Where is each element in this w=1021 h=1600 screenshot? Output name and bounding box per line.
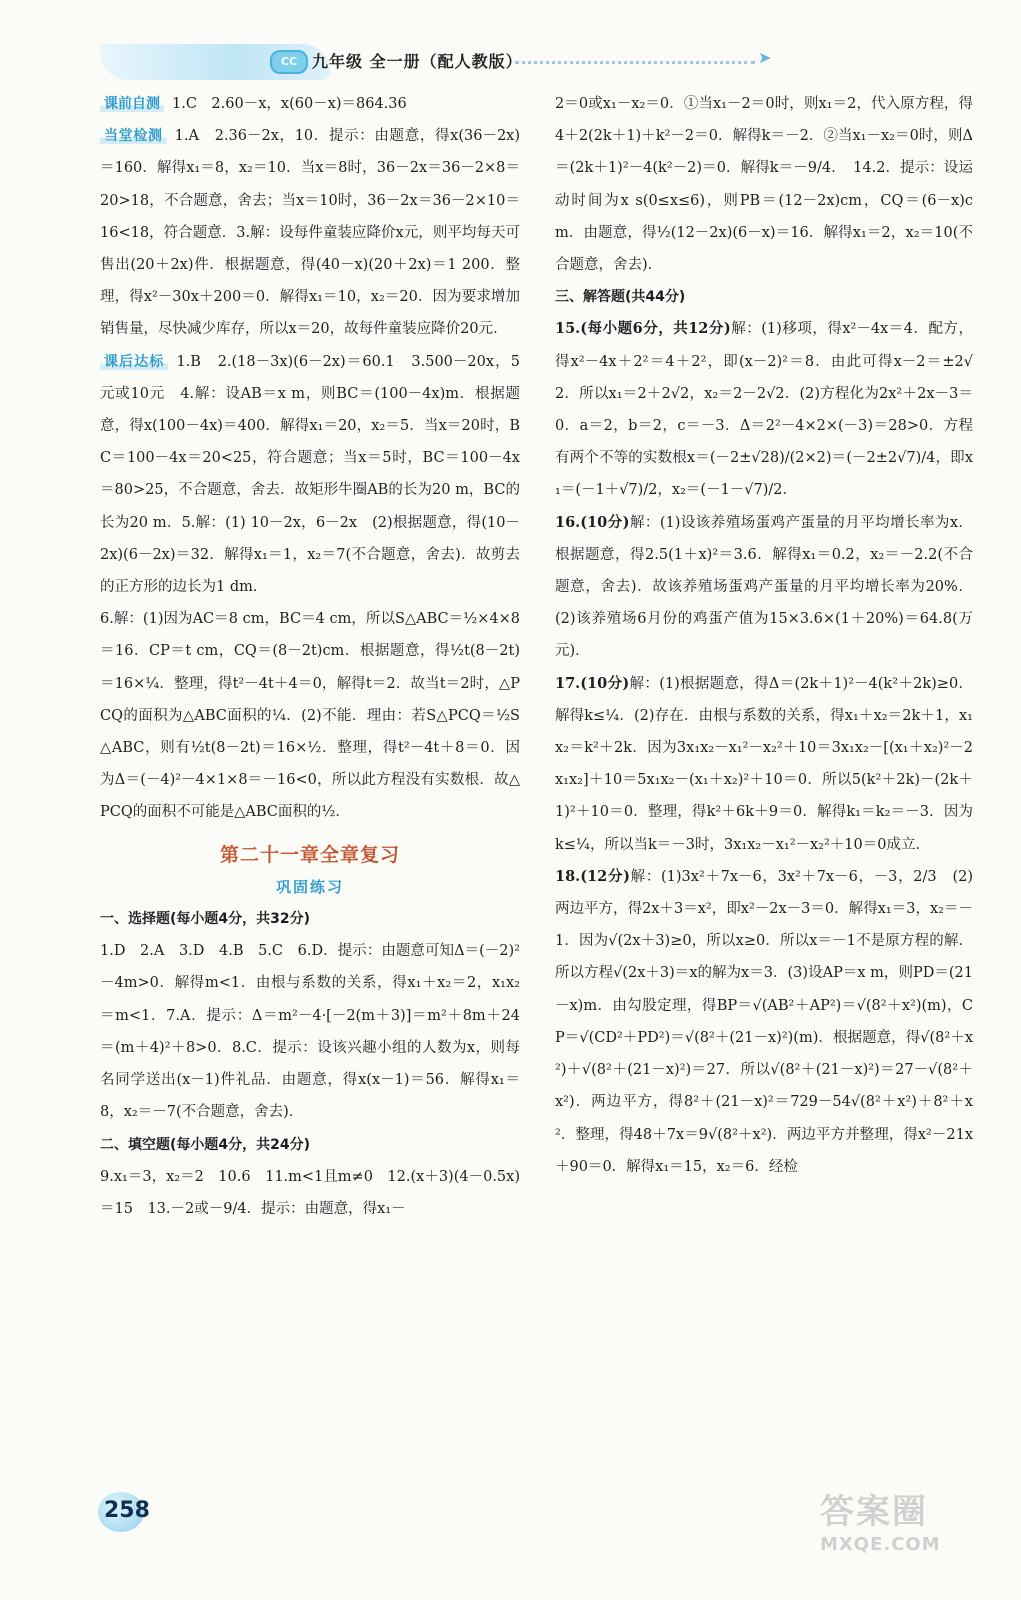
section-tag-classcheck: 当堂检测 (100, 128, 167, 144)
question-17-label: 17.(10分) (555, 674, 630, 692)
section-tag-afterclass: 课后达标 (100, 354, 168, 370)
question-18-label: 18.(12分) (555, 867, 630, 885)
paragraph-classcheck (100, 120, 520, 345)
book-title: 九年级 全一册（配人教版） (312, 52, 523, 71)
paragraph-question6: 6.解：(1)因为AC＝8 cm，BC＝4 cm，所以S△ABC＝½×4×8＝16．CP＝t cm，CQ＝(8－2t)cm．根据题意，得½t(8－2t)＝16×¼．整理，得t²－4t＋4＝0，解得t＝2．故当t＝2时，△PCQ的面积为△ABC面积的¼．(2)不能．理由：若S△PCQ＝½S△ABC，则有½t(8－2t)＝16×½．整理，得t²－4t＋8＝0．因为Δ＝(－4)²－4×1×8＝－16<0，所以此方程没有实数根．故△PCQ的面积不可能是△ABC面积的½． (100, 611, 520, 821)
question-16-label: 16.(10分) (555, 513, 630, 531)
right-column (555, 88, 973, 1183)
question-15-label: 15.(每小题6分，共12分) (555, 320, 731, 338)
paragraph-pretest (100, 88, 520, 120)
page-header (60, 44, 980, 84)
question-15 (555, 313, 973, 506)
question-15-text: 解：(1)移项，得x²－4x＝4．配方，得x²－4x＋2²＝4＋2²，即(x－2)²＝8．由此可得x－2＝±2√2．所以x₁＝2＋2√2，x₂＝2－2√2．(2)方程化为2x²＋2x－3＝0．a＝2，b＝2，c＝－3．Δ＝2²－4×2×(－3)＝28>0．方程有两个不等的实数根x＝(－2±√28)/(2×2)＝(－2±2√7)/4，即x₁＝(－1＋√7)/2，x₂＝(－1－√7)/2． (555, 321, 973, 499)
header-dotted-line (515, 61, 755, 64)
pretest-answers: 1.C 2.60－x，x(60－x)＝864.36 (172, 96, 407, 112)
fill-answers-continued: 2＝0或x₁－x₂＝0．①当x₁－2＝0时，则x₁＝2，代入原方程，得4＋2(2k＋1)＋k²－2＝0．解得k＝－2．②当x₁－x₂＝0时，则Δ＝(2k＋1)²－4(k²－2)＝0．解得k＝－9/4． 14.2．提示：设运动时间为x s(0≤x≤6)，则PB＝(12－2x)cm，CQ＝(6－x)cm．由题意，得½(12－2x)(6－x)＝16．解得x₁＝2，x₂＝10(不合题意，舍去)． (555, 96, 973, 274)
question-18 (555, 861, 973, 1183)
choice-answers: 1.D 2.A 3.D 4.B 5.C 6.D．提示：由题意可知Δ＝(－2)²－4m>0．解得m<1．由根与系数的关系，得x₁＋x₂＝2，x₁x₂＝m<1．7.A．提示：Δ＝m²－4·[－2(m＋3)]＝m²＋8m＋24＝(m＋4)²＋8>0．8.C．提示：设该兴趣小组的人数为x，则每名同学送出(x－1)件礼品．由题意，得x(x－1)＝56．解得x₁＝8，x₂＝－7(不合题意，舍去)． (100, 943, 520, 1121)
afterclass-answers: 1.B 2.(18－3x)(6－2x)＝60.1 3.500－20x，5元或10元 4.解：设AB＝x m，则BC＝(100－4x)m．根据题意，得x(100－4x)＝400．解得x₁＝20，x₂＝5．当x＝20时，BC＝100－4x＝20<25，符合题意；当x＝5时，BC＝100－4x＝80>25，不合题意，舍去．故矩形牛圈AB的长为20 m，BC的长为20 m．5.解：(1) 10－2x，6－2x (2)根据题意，得(10－2x)(6－2x)＝32．解得x₁＝1，x₂＝7(不合题意，舍去)．故剪去的正方形的边长为1 dm． (100, 353, 520, 596)
section-tag-pretest: 课前自测 (100, 96, 164, 112)
chapter-title: 第二十一章全章复习 (219, 843, 400, 866)
classcheck-answers: 1.A 2.36－2x，10．提示：由题意，得x(36－2x)＝160．解得x₁＝8，x₂＝10．当x＝8时，36－2x＝36－2×8＝20>18，不合题意，舍去；当x＝10时，36－2x＝36－2×10＝16<18，符合题意．3.解：设每件童装应降价x元，则平均每天可售出(20＋2x)件．根据题意，得(40－x)(20＋2x)＝1 200．整理，得x²－30x＋200＝0．解得x₁＝10，x₂＝20．因为要求增加销售量，尽快减少库存，所以x＝20，故每件童装应降价20元． (100, 128, 521, 338)
left-column (100, 88, 520, 1225)
question-17-text: 解：(1)根据题意，得Δ＝(2k＋1)²－4(k²＋2k)≥0．解得k≤¼．(2)存在．由根与系数的关系，得x₁＋x₂＝2k＋1，x₁x₂＝k²＋2k．因为3x₁x₂－x₁²－x₂²＋10＝3x₁x₂－[(x₁＋x₂)²－2x₁x₂]＋10＝5x₁x₂－(x₁＋x₂)²＋10＝0．所以5(k²＋2k)－(2k＋1)²＋10＝0．整理，得k²＋6k＋9＝0．解得k₁＝k₂＝－3．因为k≤¼，所以当k＝－3时，3x₁x₂－x₁²－x₂²＋10＝0成立． (555, 675, 973, 853)
watermark-url: MXQE.COM (820, 1534, 941, 1555)
section-fill-title: 二、填空题(每小题4分，共24分) (100, 1136, 311, 1153)
paragraph-afterclass (100, 346, 520, 604)
question-16 (555, 507, 973, 668)
chapter-subtitle: 巩固练习 (275, 877, 344, 896)
watermark-logo (820, 1490, 980, 1570)
question-16-text: 解：(1)设该养殖场蛋鸡产蛋量的月平均增长率为x．根据题意，得2.5(1＋x)²＝3.6．解得x₁＝0.2，x₂＝－2.2(不合题意，舍去)．故该养殖场蛋鸡产蛋量的月平均增长率为20%．(2)该养殖场6月份的鸡蛋产值为15×3.6×(1＋20%)＝64.8(万元)． (555, 514, 973, 660)
section-solve-title: 三、解答题(共44分) (555, 289, 686, 306)
watermark-text: 答案圈 (820, 1492, 928, 1532)
question-17 (555, 668, 973, 861)
arrow-right-icon: ➤ (758, 48, 772, 67)
section-choice-title: 一、选择题(每小题4分，共32分) (100, 911, 311, 928)
page-number: 258 (104, 1498, 150, 1523)
series-logo-icon: CC (270, 50, 308, 74)
question-18-text: 解：(1)3x²＋7x－6，3x²＋7x－6，－3，2/3 (2)两边平方，得2x＋3＝x²，即x²－2x－3＝0．解得x₁＝3，x₂＝－1．因为√(2x＋3)≥0，所以x≥0．所以x＝－1不是原方程的解．所以方程√(2x＋3)＝x的解为x＝3．(3)设AP＝x m，则PD＝(21－x)m．由勾股定理，得BP＝√(AB²＋AP²)＝√(8²＋x²)(m)，CP＝√(CD²＋PD²)＝√(8²＋(21－x)²)(m)．根据题意，得√(8²＋x²)＋√(8²＋(21－x)²)＝27．所以√(8²＋(21－x)²)＝27－√(8²＋x²)．两边平方，得8²＋(21－x)²＝729－54√(8²＋x²)＋8²＋x²．整理，得48＋7x＝9√(8²＋x²)．两边平方并整理，得x²－21x＋90＝0．解得x₁＝15，x₂＝6．经检 (555, 868, 973, 1175)
fill-answers: 9.x₁＝3，x₂＝2 10.6 11.m<1且m≠0 12.(x＋3)(4－0.5x)＝15 13.－2或－9/4．提示：由题意，得x₁－ (100, 1168, 520, 1217)
